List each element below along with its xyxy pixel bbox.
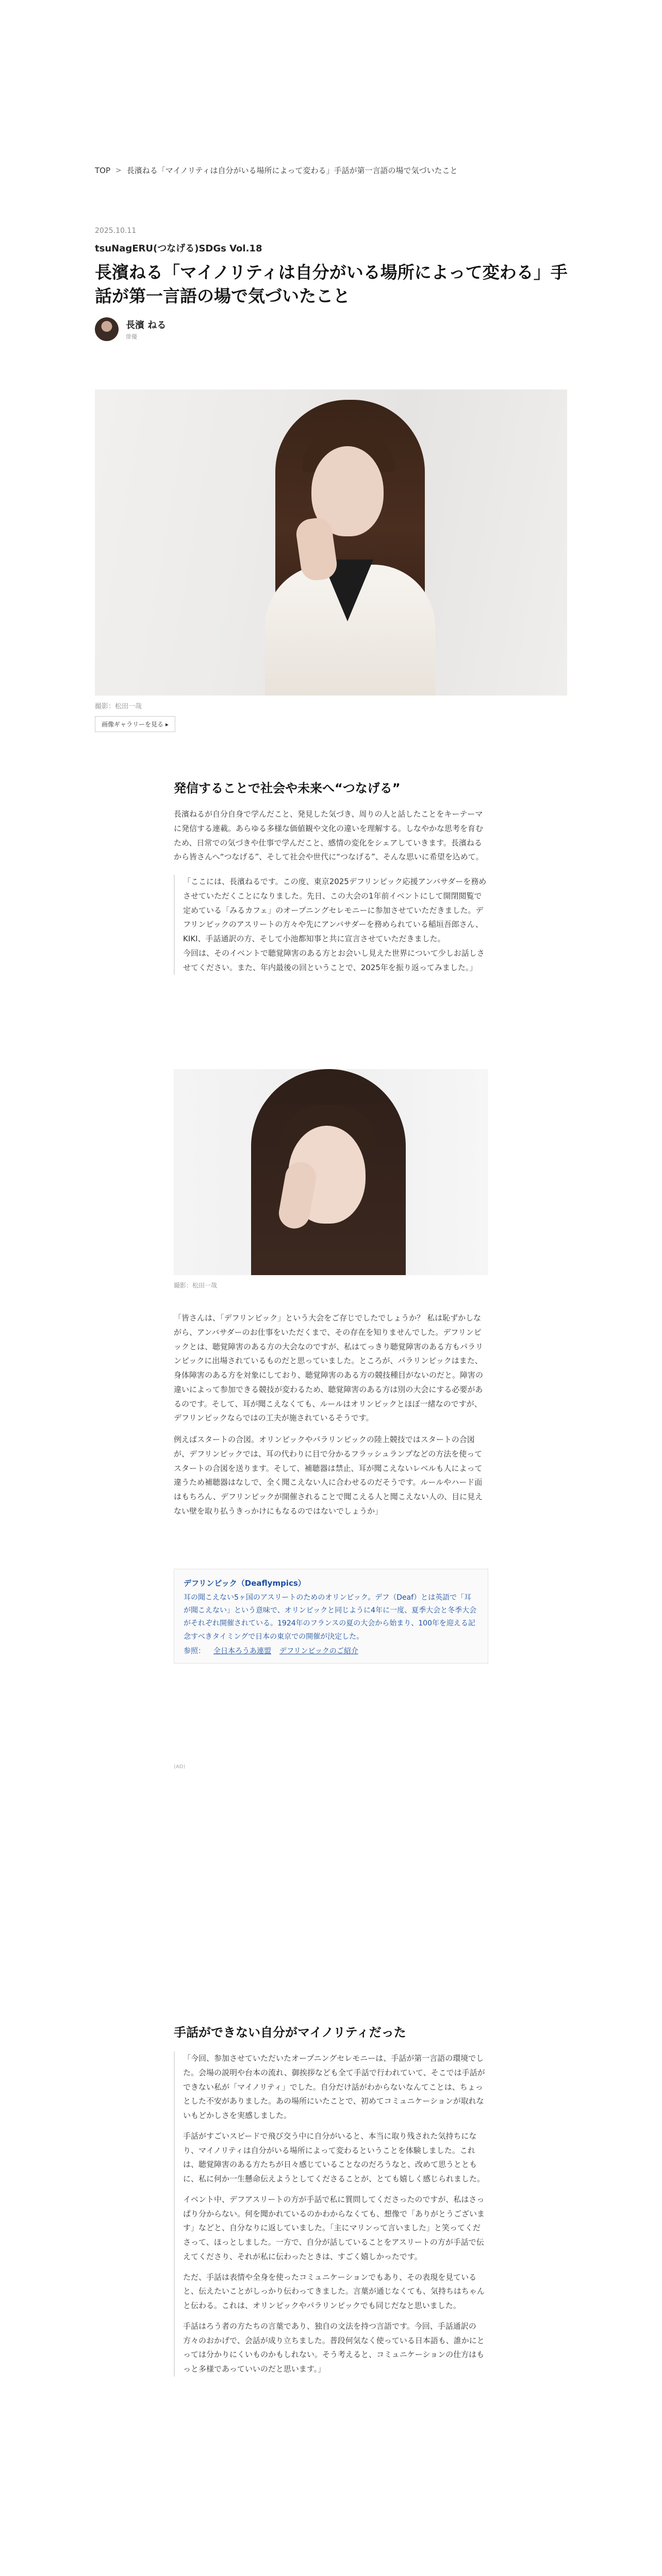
breadcrumb-separator: > — [115, 166, 122, 175]
body-paragraph-2: 例えばスタートの合図。オリンピックやパラリンピックの陸上競技ではスタートの合図が、デフリンピックでは、耳の代わりに目で分かるフラッシュランプなどの方法を使ってスタートの合図を送ります。そして、補聴器は禁止、耳が聞こえないレベルも人によって違うため補聴器はなしで、全く聞こえない人に合わせるのだそうです。ルールやハード面はもちろん、デフリンピックが開催されることで聞こえる人と聞こえない人の、目に見えない壁を取り払うきっかけにもなるのではないでしょうか」 — [174, 1435, 483, 1516]
section-2-paragraph-1: 「今回、参加させていただいたオープニングセレモニーは、手話が第一言語の環境でした。会場の説明や台本の流れ、御挨拶なども全て手話で行われていて、そこでは手話ができない私が「マイノリティ」でした。自分だけ話がわからないなんてことは、ちょっとした不安がありました。あの場所にいたことで、初めてコミュニケーションが取れないもどかしさを実感しました。 — [183, 2054, 485, 2120]
section-1-quote — [174, 875, 488, 975]
byline-author-role: 俳優 — [126, 333, 137, 341]
byline[interactable] — [95, 317, 569, 341]
body-text-1 — [174, 1311, 488, 1519]
info-box-title: デフリンピック（Deaflympics） — [184, 1579, 306, 1588]
ad-label: (AD) — [174, 1764, 186, 1770]
page-title: 長濱ねる「マイノリティは自分がいる場所によって変わる」手話が第一言語の場で気づいたこと — [95, 262, 568, 307]
section-2-paragraph-4: ただ、手話は表情や全身を使ったコミュニケーションでもあり、その表現を見ていると、伝えたいことがしっかり伝わってきました。言葉が通じなくても、気持ちはちゃんと伝わる。これは、オリンピックやパラリンピックでも同じだなと思いました。 — [183, 2272, 485, 2310]
breadcrumb — [95, 165, 569, 176]
info-box-body: 耳の聞こえない5ヶ国のアスリートのためのオリンピック。デフ（Deaf）とは英語で「耳が聞こえない」という意味で、オリンピックと同じように4年に一度、夏季大会と冬季大会がそれぞれ開催されている。1924年のフランスの夏の大会から始まり、100年を迎える記念すべきタイミングで日本の東京での開催が決定した。 — [184, 1594, 477, 1641]
deaflympics-info-box — [174, 1569, 488, 1664]
section-2-paragraph-5: 手話はろう者の方たちの言葉であり、独自の文法を持つ言語です。今回、手話通訳の方々のおかげで、会話が成り立ちました。普段何気なく使っている日本語も、誰かにとっては分かりにくいものかもしれない。そう考えると、コミュニケーションの仕方はもっと多様であっていいのだと思います。」 — [183, 2321, 485, 2374]
article-header — [95, 227, 569, 341]
hero-photo-credit: 撮影：松田一哉 — [95, 703, 142, 710]
portrait-photo — [174, 1069, 488, 1275]
section-1-quote-1: 「ここには、長濱ねるです。この度、東京2025デフリンピック応援アンバサダーを務めさせていただくことになりました。先日、この大会の1年前イベントにして開閉閲覧で定めている「みるカフェ」のオープニングセレモニーに参加させていただきました。デフリンピックのアスリートの方々や先にアンバサダーを務められている稲垣吾郎さん、KIKI、手話通訳の方、そして小池都知事と共に宣言させていただきました。 — [183, 877, 487, 943]
breadcrumb-current: 長濱ねる「マイノリティは自分がいる場所によって変わる」手話が第一言語の場で気づいたこと — [126, 166, 458, 175]
section-2-heading: 手話ができない自分がマイノリティだった — [174, 2025, 406, 2040]
portrait-photo-credit: 撮影：松田一哉 — [174, 1282, 218, 1289]
series-title[interactable]: tsuNagERU(つなげる)SDGs Vol.18 — [95, 243, 262, 254]
info-link-federation[interactable]: 全日本ろうあ連盟 — [213, 1647, 271, 1655]
section-1-intro: 長濱ねるが自分自身で学んだこと、発見した気づき、周りの人と話したことをキーテーマに発信する連載。あらゆる多様な価値観や文化の違いを理解する。しなやかな思考を育むため、日常での気づきや仕事で学んだこと、感情の変化をシェアしていきます。長濱ねるから皆さんへ“つなげる”、そして社会や世代に“つなげる”、そんな思いに希望を込めて。 — [174, 809, 484, 862]
avatar[interactable] — [95, 317, 119, 341]
info-box-links — [184, 1646, 478, 1656]
hero-image — [95, 389, 567, 696]
section-1-heading: 発信することで社会や未来へ“つなげる” — [174, 781, 401, 795]
section-2-body — [174, 2052, 488, 2377]
info-link-label: 参照： — [184, 1647, 205, 1655]
info-link-deaflympics[interactable]: デフリンピックのご紹介 — [279, 1647, 358, 1655]
section-2-paragraph-2: 手話がすごいスピードで飛び交う中に自分がいると、本当に取り残された気持ちになり、マイノリティは自分がいる場所によって変わるということを体験しました。これは、聴覚障害のある方たちが日々感じていることなのだろうなと、改めて思うとともに、私に何か一生懸命伝えようとしてくださることが、とても嬉しく感じられました。 — [183, 2131, 485, 2183]
byline-author-name[interactable]: 長濱 ねる — [126, 320, 167, 331]
article-date: 2025.10.11 — [95, 227, 137, 235]
section-1-quote-2: 今回は、そのイベントで聴覚障害のある方とお会いし見えた世界について少しお話しさせてください。また、年内最後の回ということで、2025年を振り返ってみました。」 — [183, 948, 485, 972]
gallery-button[interactable]: 画像ギャラリーを見る ▸ — [95, 716, 175, 732]
section-2-paragraph-3: イベント中、デフアスリートの方が手話で私に質問してくださったのですが、私はさっぱり分からない。何を聞かれているのかわからなくても、想像で「ありがとうございます」などと、自分なりに返していました。「主にマリンって言いました」と笑ってくださって、ほっとしました。一方で、自分が話していることをアスリートの方が手話で伝えてくださり、それが私に伝わったときは、すごく嬉しかったです。 — [183, 2194, 485, 2261]
body-paragraph-1: 「皆さんは、「デフリンピック」という大会をご存じでしたでしょうか？ 私は恥ずかしながら、アンバサダーのお仕事をいただくまで、その存在を知りませんでした。デフリンピックとは、聴覚障害のある方の大会なのですが、私はてっきり聴覚障害のある方もパラリンピックに出場されているものだと思っていました。ところが、パラリンピックはまた、身体障害のある方を対象にしており、聴覚障害のある方の競技種目がないのだと。障害の違いによって参加できる競技が変わるため、聴覚障害のある方は別の大会にする必要があるのです。そして、耳が聞こえなくても、ルールはオリンピックとほぼ一緒なのですが、デフリンピックならではの工夫が施されているそうです。 — [174, 1313, 484, 1423]
breadcrumb-home-link[interactable]: TOP — [95, 165, 111, 175]
section-2 — [174, 2022, 488, 2377]
section-1 — [174, 778, 488, 975]
